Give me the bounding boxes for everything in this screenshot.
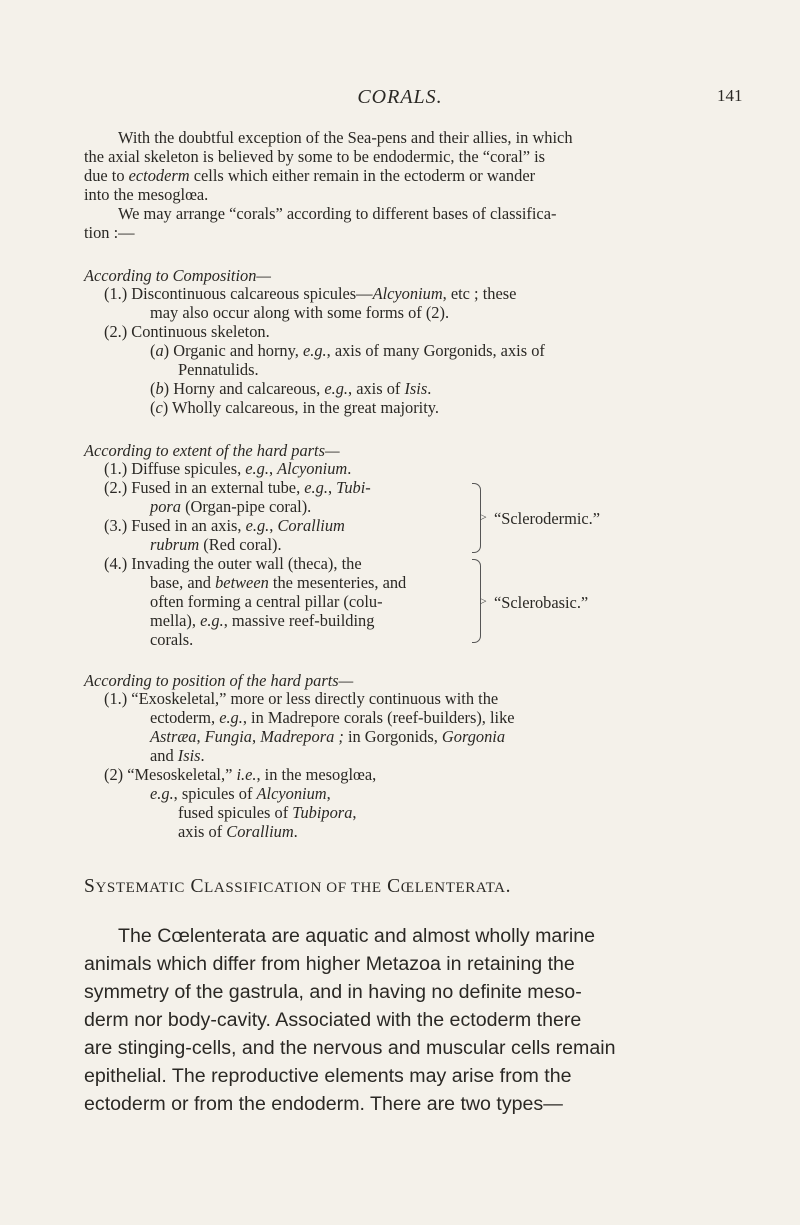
intro-line-3: due to ectoderm cells which either remain in the ectoderm or wander xyxy=(84,166,536,185)
paragraph-line-6: epithelial. The reproductive elements may arise from the xyxy=(84,1065,572,1087)
paragraph-line-2: animals which differ from higher Metazoa in retaining the xyxy=(84,953,575,975)
section-title: SYSTEMATIC CLASSIFICATION OF THE CŒLENTERATA. xyxy=(84,876,512,897)
extent-item-2-cont: pora (Organ-pipe coral). xyxy=(150,497,312,516)
extent-item-2: (2.) Fused in an external tube, e.g., Tubi- xyxy=(104,478,371,497)
running-title: CORALS. xyxy=(357,86,443,108)
intro-line-2: the axial skeleton is believed by some to be endodermic, the “coral” is xyxy=(84,147,546,166)
composition-heading: According to Composition— xyxy=(84,266,271,285)
extent-item-1: (1.) Diffuse spicules, e.g., Alcyonium. xyxy=(104,459,352,478)
position-item-1: (1.) “Exoskeletal,” more or less directly continuous with the xyxy=(104,689,499,708)
position-heading: According to position of the hard parts— xyxy=(84,671,354,690)
intro-line-6: tion :— xyxy=(84,223,135,242)
position-item-1-cont-3: and Isis. xyxy=(150,746,205,765)
position-item-1-cont-1: ectoderm, e.g., in Madrepore corals (reef-builders), like xyxy=(150,708,515,727)
paragraph-line-3: symmetry of the gastrula, and in having no definite meso- xyxy=(84,981,582,1003)
position-item-2-cont-3: axis of Corallium. xyxy=(178,822,298,841)
position-item-2-cont-2: fused spicules of Tubipora, xyxy=(178,803,357,822)
position-item-1-cont-2: Astræa, Fungia, Madrepora ; in Gorgonids, Gorgonia xyxy=(150,727,506,746)
paragraph-line-5: are stinging-cells, and the nervous and muscular cells remain xyxy=(84,1037,616,1059)
sclerodermic-label: “Sclerodermic.” xyxy=(494,509,601,528)
intro-line-4: into the mesoglœa. xyxy=(84,185,209,204)
extent-heading: According to extent of the hard parts— xyxy=(84,441,340,460)
extent-item-4-cont-4: corals. xyxy=(150,630,194,649)
position-item-2-cont-1: e.g., spicules of Alcyonium, xyxy=(150,784,331,803)
composition-item-2c: (c) Wholly calcareous, in the great majority. xyxy=(150,398,440,417)
sclerobasic-label: “Sclerobasic.” xyxy=(494,593,589,612)
extent-item-3: (3.) Fused in an axis, e.g., Corallium xyxy=(104,516,345,535)
sclerobasic-brace-point: > xyxy=(480,594,487,608)
paragraph-line-1: The Cœlenterata are aquatic and almost wholly marine xyxy=(118,925,596,947)
composition-item-2a: (a) Organic and horny, e.g., axis of many Gorgonids, axis of xyxy=(150,341,545,360)
sclerodermic-brace-point: > xyxy=(480,510,487,524)
composition-item-1-cont: may also occur along with some forms of (2). xyxy=(150,303,450,322)
composition-item-1: (1.) Discontinuous calcareous spicules—Alcyonium, etc ; these xyxy=(104,284,517,303)
paragraph-line-4: derm nor body-cavity. Associated with the ectoderm there xyxy=(84,1009,582,1031)
composition-item-2b: (b) Horny and calcareous, e.g., axis of Isis. xyxy=(150,379,432,398)
composition-item-2a-cont: Pennatulids. xyxy=(178,360,259,379)
page-number: 141 xyxy=(717,86,743,105)
intro-line-5: We may arrange “corals” according to different bases of classifica- xyxy=(118,204,557,223)
paragraph-line-7: ectoderm or from the endoderm. There are two types— xyxy=(84,1093,563,1115)
composition-item-2: (2.) Continuous skeleton. xyxy=(104,322,270,341)
position-item-2: (2) “Mesoskeletal,” i.e., in the mesoglœa, xyxy=(104,765,377,784)
extent-item-4-cont-2: often forming a central pillar (colu- xyxy=(150,592,383,611)
extent-item-4-cont-3: mella), e.g., massive reef-building xyxy=(150,611,375,630)
extent-item-4-cont-1: base, and between the mesenteries, and xyxy=(150,573,407,592)
intro-line-1: With the doubtful exception of the Sea-pens and their allies, in which xyxy=(118,128,573,147)
extent-item-4: (4.) Invading the outer wall (theca), the xyxy=(104,554,362,573)
extent-item-3-cont: rubrum (Red coral). xyxy=(150,535,282,554)
